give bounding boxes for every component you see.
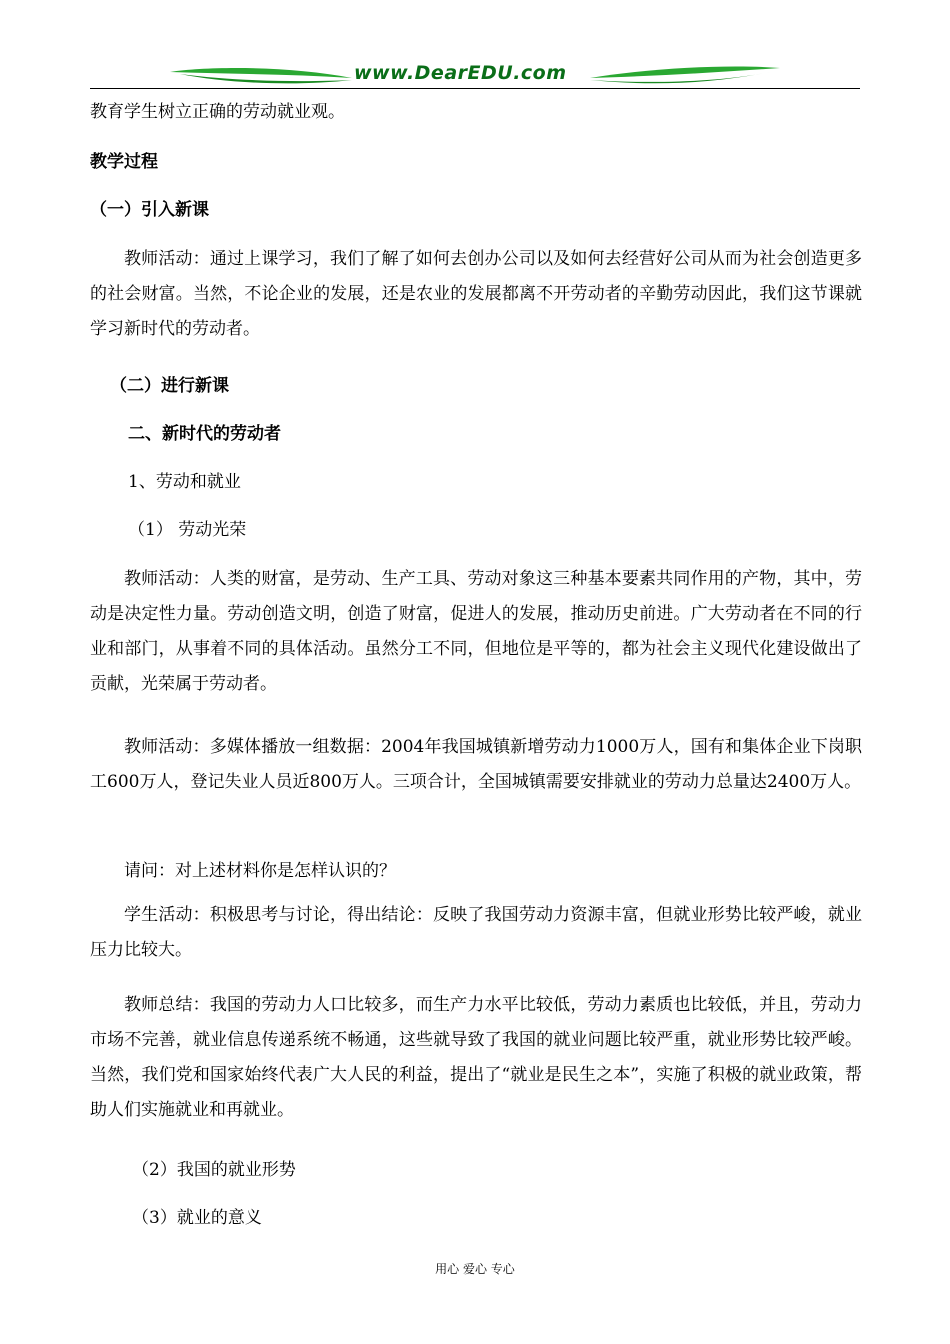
page-header [90, 58, 860, 90]
paragraph-data: 教师活动：多媒体播放一组数据：2004年我国城镇新增劳动力1000万人，国有和集体企业下岗职工600万人，登记失业人员近800万人。三项合计，全国城镇需要安排就业的劳动力总量达2400万人。 [90, 737, 862, 792]
paragraph-student-activity: 学生活动：积极思考与讨论，得出结论：反映了我国劳动力资源丰富，但就业形势比较严峻，就业压力比较大。 [90, 905, 862, 960]
heading-teaching-process: 教学过程 [90, 152, 158, 172]
heading-new-lesson: （二）进行新课 [110, 376, 229, 396]
site-logo-text: www.DearEDU.com [354, 62, 567, 84]
paragraph-intro: 教师活动：通过上课学习，我们了解了如何去创办公司以及如何去经营好公司从而为社会创造更多的社会财富。当然，不论企业的发展，还是农业的发展都离不开劳动者的辛勤劳动因此，我们这节课就学习新时代的劳动者。 [90, 249, 862, 339]
header-rule [90, 88, 860, 89]
page-footer: 用心 爱心 专心 [435, 1262, 515, 1276]
heading-labor-employment: 1、劳动和就业 [128, 472, 241, 492]
heading-labor-glory: （1） 劳动光荣 [128, 520, 247, 540]
paragraph-teacher-summary: 教师总结：我国的劳动力人口比较多，而生产力水平比较低，劳动力素质也比较低，并且，劳动力市场不完善，就业信息传递系统不畅通，这些就导致了我国的就业问题比较严重，就业形势比较严峻。当然，我们党和国家始终代表广大人民的利益，提出了“就业是民生之本”，实施了积极的就业政策，帮助人们实施就业和再就业。 [90, 995, 862, 1120]
heading-employment-meaning: （3）就业的意义 [132, 1208, 262, 1228]
heading-intro-lesson: （一）引入新课 [90, 200, 209, 220]
heading-section-2: 二、新时代的劳动者 [128, 424, 281, 444]
paragraph-labor-glory: 教师活动：人类的财富，是劳动、生产工具、劳动对象这三种基本要素共同作用的产物，其中，劳动是决定性力量。劳动创造文明，创造了财富，促进人的发展，推动历史前进。广大劳动者在不同的行业和部门，从事着不同的具体活动。虽然分工不同，但地位是平等的，都为社会主义现代化建设做出了贡献，光荣属于劳动者。 [90, 569, 862, 694]
heading-employment-situation: （2）我国的就业形势 [132, 1160, 296, 1180]
paragraph-question: 请问：对上述材料你是怎样认识的？ [124, 861, 396, 881]
intro-line: 教育学生树立正确的劳动就业观。 [90, 102, 345, 122]
